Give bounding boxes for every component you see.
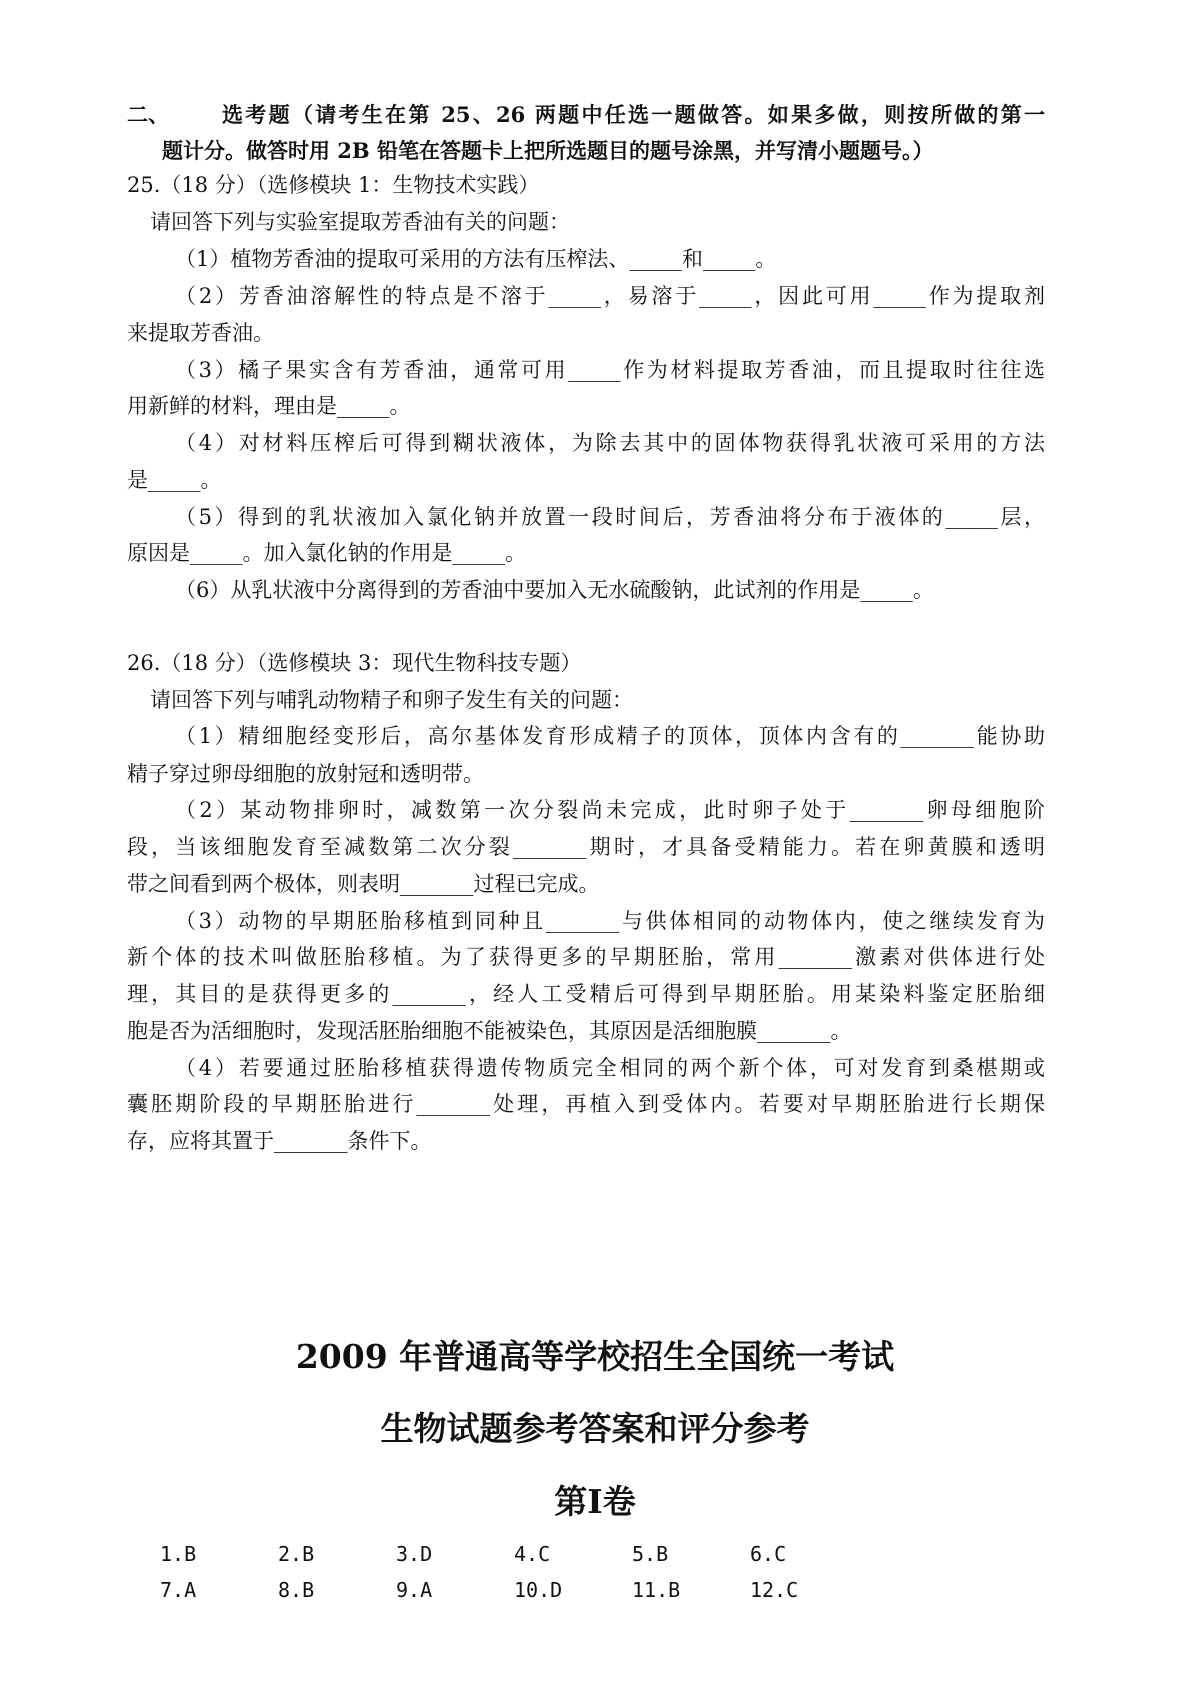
- question-26-line: 段，当该细胞发育至减数第二次分裂_______期时，才具备受精能力。若在卵黄膜和透明: [127, 835, 1045, 859]
- answer-item: 7.A: [160, 1578, 197, 1602]
- question-26-intro: 请回答下列与哺乳动物精子和卵子发生有关的问题：: [150, 688, 633, 712]
- question-25-line: 用新鲜的材料，理由是_____。: [127, 394, 411, 418]
- answer-key-title: 2009 年普通高等学校招生全国统一考试: [295, 1337, 895, 1376]
- answer-item: 8.B: [278, 1578, 315, 1602]
- question-26-line: （3）动物的早期胚胎移植到同种且_______与供体相同的动物体内，使之继续发育为: [175, 909, 1045, 933]
- answer-key-volume-title: 第Ⅰ卷: [554, 1482, 636, 1521]
- question-26-header: 26.（18 分）（选修模块 3：现代生物科技专题）: [127, 651, 582, 675]
- question-25-intro: 请回答下列与实验室提取芳香油有关的问题：: [150, 210, 570, 234]
- question-26-line: 精子穿过卵母细胞的放射冠和透明带。: [127, 762, 484, 786]
- question-26-line: 存，应将其置于_______条件下。: [127, 1129, 432, 1153]
- answer-item: 6.C: [750, 1542, 787, 1566]
- section-number: 二、: [127, 102, 169, 127]
- question-25-line: 是_____。: [127, 468, 222, 492]
- section-instruction-line-1: 选考题（请考生在第 25、26 两题中任选一题做答。如果多做，则按所做的第一: [222, 102, 1045, 127]
- question-26-line: （2）某动物排卵时，减数第一次分裂尚未完成，此时卵子处于_______卵母细胞阶: [175, 798, 1045, 822]
- question-26-line: 理，其目的是获得更多的_______，经人工受精后可得到早期胚胎。用某染料鉴定胚胎细: [127, 982, 1045, 1006]
- answer-item: 4.C: [514, 1542, 551, 1566]
- answer-item: 9.A: [396, 1578, 433, 1602]
- question-26-line: 胞是否为活细胞时，发现活胚胎细胞不能被染色，其原因是活细胞膜_______。: [127, 1019, 852, 1043]
- question-25-line: 原因是_____。加入氯化钠的作用是_____。: [127, 541, 526, 565]
- question-25-line: （5）得到的乳状液加入氯化钠并放置一段时间后，芳香油将分布于液体的_____层，: [175, 505, 1045, 529]
- answer-item: 1.B: [160, 1542, 197, 1566]
- question-25-header: 25.（18 分）（选修模块 1：生物技术实践）: [127, 173, 540, 197]
- answer-item: 3.D: [396, 1542, 433, 1566]
- question-25-line: （3）橘子果实含有芳香油，通常可用_____作为材料提取芳香油，而且提取时往往选: [175, 358, 1045, 382]
- answer-item: 10.D: [514, 1578, 563, 1602]
- section-instruction-line-2: 题计分。做答时用 2B 铅笔在答题卡上把所选题目的题号涂黑，并写清小题题号。）: [162, 138, 934, 163]
- answer-key-subtitle: 生物试题参考答案和评分参考: [380, 1409, 810, 1448]
- question-25-line: （1）植物芳香油的提取可采用的方法有压榨法、_____和_____。: [175, 247, 777, 271]
- question-26-line: 囊胚期阶段的早期胚胎进行_______处理，再植入到受体内。若要对早期胚胎进行长期保: [127, 1092, 1045, 1116]
- question-26-line: （4）若要通过胚胎移植获得遗传物质完全相同的两个新个体，可对发育到桑椹期或: [175, 1056, 1045, 1080]
- question-26-line: 新个体的技术叫做胚胎移植。为了获得更多的早期胚胎，常用_______激素对供体进行处: [127, 945, 1045, 969]
- question-25-line: （2）芳香油溶解性的特点是不溶于_____，易溶于_____，因此可用_____作为提取剂: [175, 284, 1045, 308]
- answer-item: 2.B: [278, 1542, 315, 1566]
- question-25-line: 来提取芳香油。: [127, 321, 274, 345]
- question-26-line: 带之间看到两个极体，则表明_______过程已完成。: [127, 872, 600, 896]
- answer-item: 5.B: [632, 1542, 669, 1566]
- answer-item: 11.B: [632, 1578, 681, 1602]
- question-25-line: （4）对材料压榨后可得到糊状液体，为除去其中的固体物获得乳状液可采用的方法: [175, 431, 1045, 455]
- question-26-line: （1）精细胞经变形后，高尔基体发育形成精子的顶体，顶体内含有的_______能协助: [175, 724, 1045, 748]
- answer-item: 12.C: [750, 1578, 799, 1602]
- question-25-line: （6）从乳状液中分离得到的芳香油中要加入无水硫酸钠，此试剂的作用是_____。: [175, 578, 934, 602]
